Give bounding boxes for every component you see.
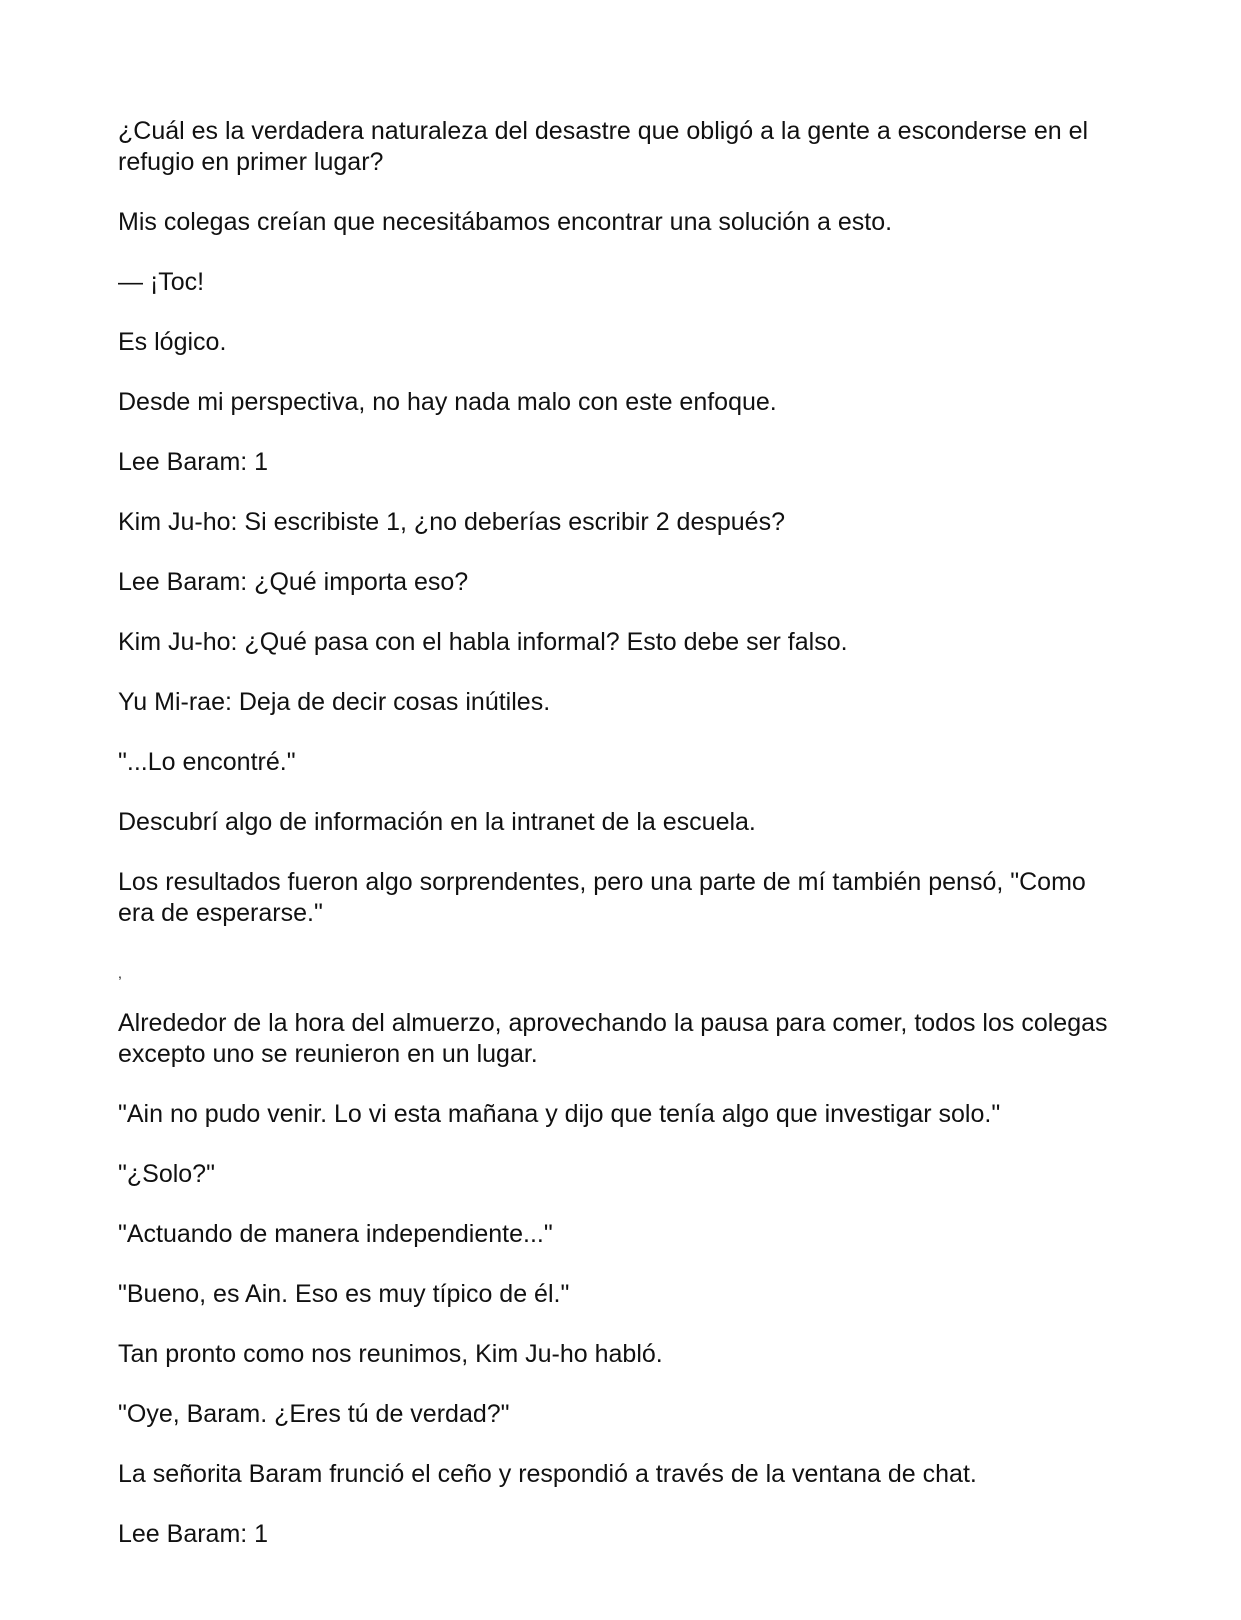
chat-line: Lee Baram: ¿Qué importa eso? [118, 568, 469, 596]
paragraph: Mis colegas creían que necesitábamos encontrar una solución a esto. [118, 208, 893, 236]
paragraph: ¿Cuál es la verdadera naturaleza del desastre que obligó a la gente a esconderse en el refugio en primer lugar? [118, 117, 1089, 176]
paragraph: "Oye, Baram. ¿Eres tú de verdad?" [118, 1400, 510, 1428]
paragraph: Alrededor de la hora del almuerzo, aprovechando la pausa para comer, todos los colegas excepto uno se reunieron en un lugar. [118, 1009, 1108, 1068]
paragraph: Desde mi perspectiva, no hay nada malo con este enfoque. [118, 388, 777, 416]
paragraph: Descubrí algo de información en la intranet de la escuela. [118, 808, 756, 836]
paragraph: Los resultados fueron algo sorprendentes, pero una parte de mí también pensó, "Como era de esperarse." [118, 868, 1086, 927]
paragraph: "Actuando de manera independiente..." [118, 1220, 553, 1248]
paragraph: "Ain no pudo venir. Lo vi esta mañana y dijo que tenía algo que investigar solo." [118, 1100, 1001, 1128]
chat-line: Lee Baram: 1 [118, 448, 269, 476]
paragraph: "...Lo encontré." [118, 748, 296, 776]
paragraph: — ¡Toc! [118, 268, 205, 296]
chat-line: Kim Ju-ho: Si escribiste 1, ¿no deberías escribir 2 después? [118, 508, 785, 536]
document-body [118, 116, 1128, 1579]
paragraph: Es lógico. [118, 328, 227, 356]
paragraph: "Bueno, es Ain. Eso es muy típico de él." [118, 1280, 570, 1308]
paragraph: "¿Solo?" [118, 1160, 215, 1188]
chat-line: Lee Baram: 1 [118, 1520, 269, 1548]
paragraph: La señorita Baram frunció el ceño y respondió a través de la ventana de chat. [118, 1460, 977, 1488]
stray-mark: , [118, 965, 122, 981]
chat-line: Kim Ju-ho: ¿Qué pasa con el habla informal? Esto debe ser falso. [118, 628, 848, 656]
paragraph: Tan pronto como nos reunimos, Kim Ju-ho habló. [118, 1340, 663, 1368]
chat-line: Yu Mi-rae: Deja de decir cosas inútiles. [118, 688, 551, 716]
